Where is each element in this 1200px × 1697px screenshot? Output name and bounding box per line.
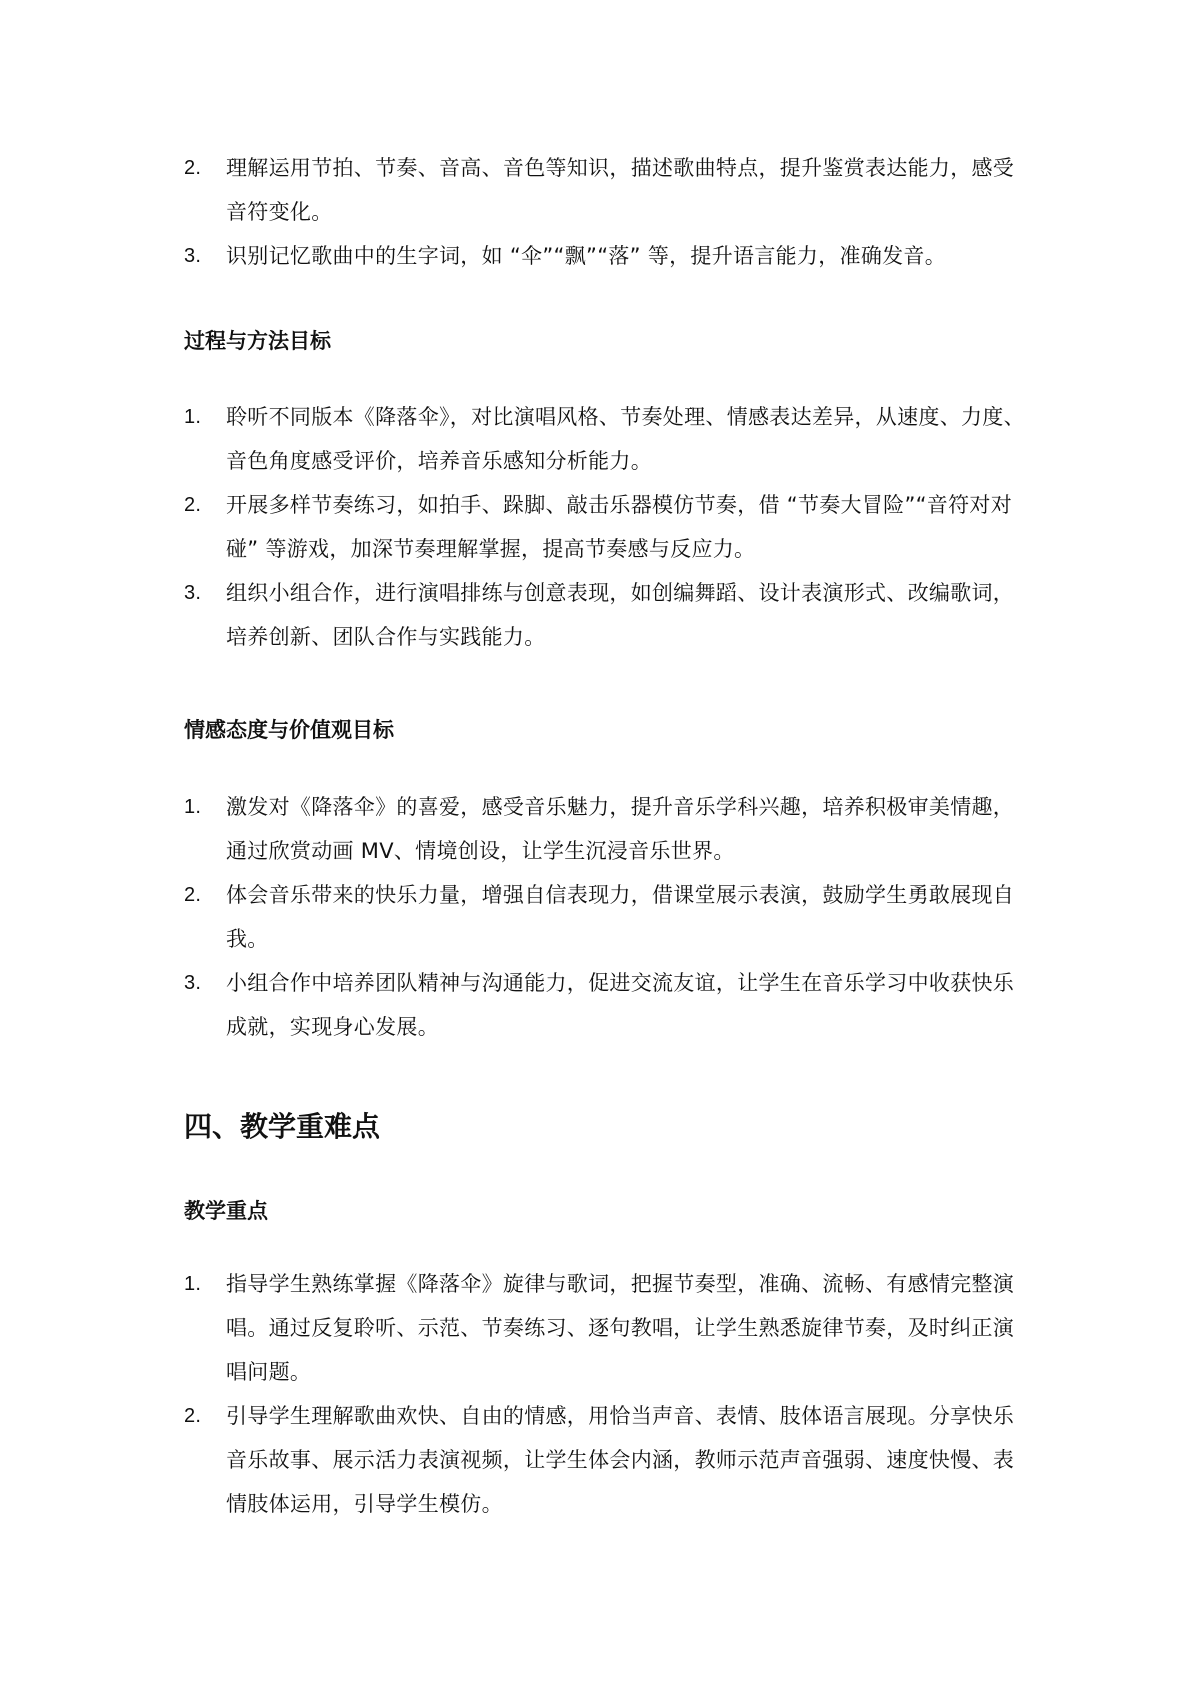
process-goals-heading: 过程与方法目标 — [184, 329, 331, 353]
list-number: 3. — [184, 582, 202, 604]
list-item — [184, 483, 1030, 571]
list-item — [184, 1394, 1030, 1526]
list-number: 2. — [184, 157, 202, 179]
knowledge-goals-list — [184, 146, 1030, 278]
list-number: 2. — [184, 494, 202, 516]
list-item — [184, 234, 1030, 278]
process-goals-list — [184, 395, 1030, 659]
list-item — [184, 873, 1030, 961]
list-item — [184, 395, 1030, 483]
key-points-heading: 教学重点 — [184, 1199, 268, 1223]
section-heading: 四、教学重难点 — [184, 1110, 381, 1143]
list-item — [184, 1262, 1030, 1394]
list-number: 2. — [184, 884, 202, 906]
list-number: 2. — [184, 1405, 202, 1427]
list-item — [184, 571, 1030, 659]
list-text: 激发对《降落伞》的喜爱，感受音乐魅力，提升音乐学科兴趣，培养积极审美情趣，通过欣赏动画 MV、情境创设，让学生沉浸音乐世界。 — [226, 795, 1015, 863]
list-number: 3. — [184, 245, 202, 267]
list-number: 3. — [184, 972, 202, 994]
key-points-list — [184, 1262, 1030, 1526]
list-item — [184, 961, 1030, 1049]
emotion-goals-list — [184, 785, 1030, 1049]
list-text: 理解运用节拍、节奏、音高、音色等知识，描述歌曲特点，提升鉴赏表达能力，感受音符变化。 — [226, 156, 1015, 224]
list-text: 体会音乐带来的快乐力量，增强自信表现力，借课堂展示表演，鼓励学生勇敢展现自我。 — [226, 883, 1015, 951]
list-text: 小组合作中培养团队精神与沟通能力，促进交流友谊，让学生在音乐学习中收获快乐成就，实现身心发展。 — [226, 971, 1015, 1039]
list-text: 引导学生理解歌曲欢快、自由的情感，用恰当声音、表情、肢体语言展现。分享快乐音乐故事、展示活力表演视频，让学生体会内涵，教师示范声音强弱、速度快慢、表情肢体运用，引导学生模仿。 — [226, 1404, 1015, 1516]
list-number: 1. — [184, 1273, 202, 1295]
list-text: 组织小组合作，进行演唱排练与创意表现，如创编舞蹈、设计表演形式、改编歌词，培养创新、团队合作与实践能力。 — [226, 581, 1015, 649]
list-number: 1. — [184, 796, 202, 818]
list-text: 聆听不同版本《降落伞》，对比演唱风格、节奏处理、情感表达差异，从速度、力度、音色角度感受评价，培养音乐感知分析能力。 — [226, 405, 1025, 473]
list-text: 开展多样节奏练习，如拍手、跺脚、敲击乐器模仿节奏，借 “节奏大冒险”“音符对对碰” 等游戏，加深节奏理解掌握，提高节奏感与反应力。 — [226, 493, 1013, 561]
list-text: 识别记忆歌曲中的生字词，如 “伞”“飘”“落” 等，提升语言能力，准确发音。 — [226, 244, 947, 268]
emotion-goals-heading: 情感态度与价值观目标 — [184, 718, 394, 742]
list-text: 指导学生熟练掌握《降落伞》旋律与歌词，把握节奏型，准确、流畅、有感情完整演唱。通过反复聆听、示范、节奏练习、逐句教唱，让学生熟悉旋律节奏，及时纠正演唱问题。 — [226, 1272, 1015, 1384]
list-number: 1. — [184, 406, 202, 428]
list-item — [184, 785, 1030, 873]
list-item — [184, 146, 1030, 234]
